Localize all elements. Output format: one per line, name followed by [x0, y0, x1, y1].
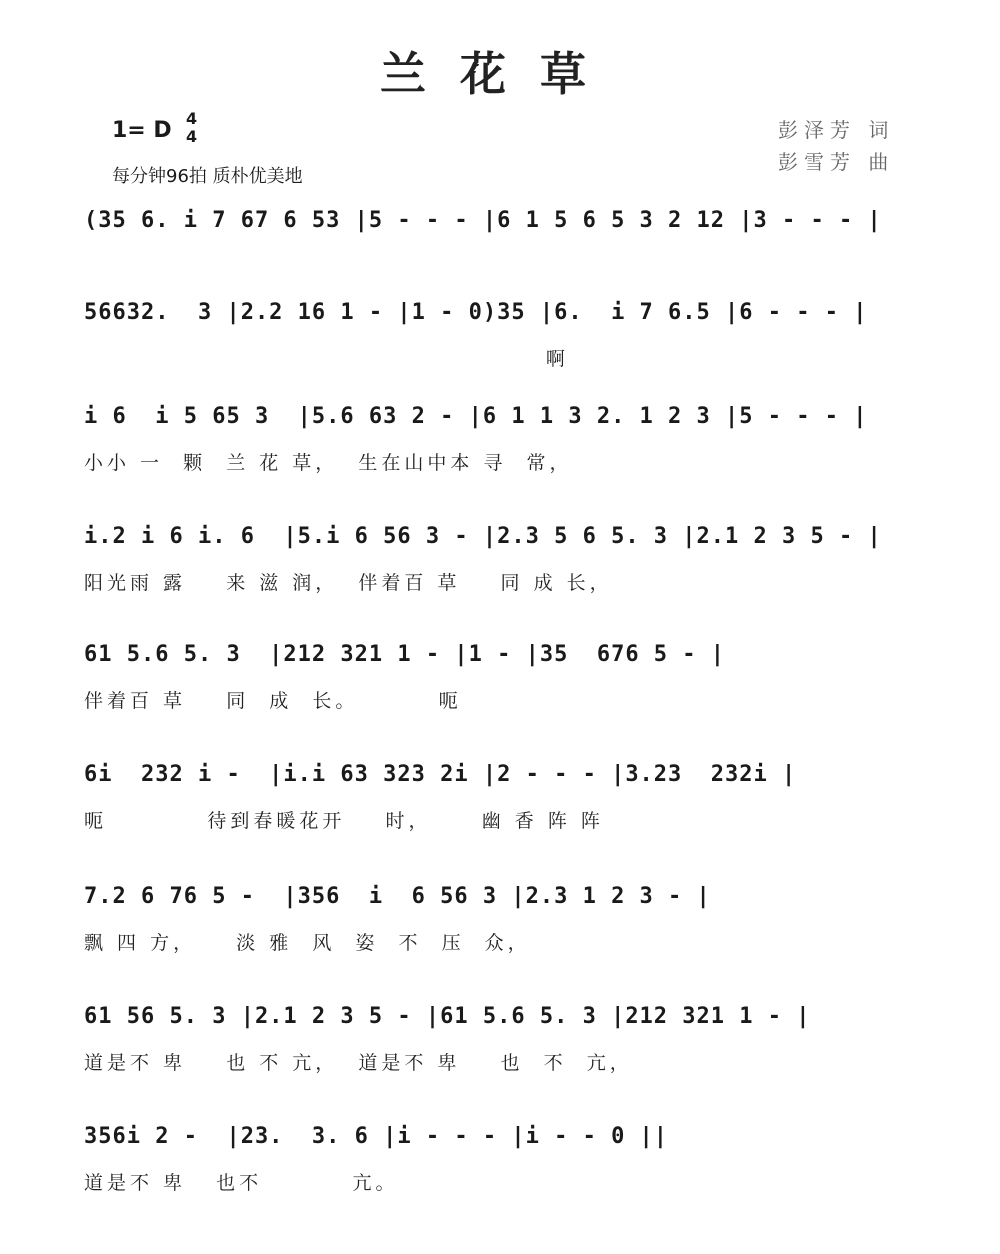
- time-bottom: 4: [186, 127, 198, 146]
- score-row-5: [0, 642, 1000, 752]
- score-row-6: [0, 762, 1000, 872]
- time-signature: [186, 110, 197, 146]
- lyrics: 呃 待到春暖花开 时， 幽 香 阵 阵: [84, 810, 604, 832]
- notation: 7.2 6 76 5 - |356 i 6 56 3 |2.3 1 2 3 - |: [84, 884, 711, 909]
- lyrics: 小小 一 颗 兰 花 草， 生在山中本 寻 常，: [84, 452, 573, 474]
- notation: 56632. 3 |2.2 16 1 - |1 - 0)35 |6. i 7 6.5 |6 - - - |: [84, 300, 868, 325]
- notation: 6i 232 i - |i.i 63 323 2i |2 - - - |3.23 232i |: [84, 762, 797, 787]
- composer-credit: 彭雪芳 曲: [778, 150, 895, 174]
- key-signature: [112, 109, 198, 146]
- lyrics: 啊: [84, 348, 569, 370]
- page-title: 兰花草: [380, 47, 620, 101]
- key-label: 1= D: [112, 118, 172, 143]
- lyrics: 阳光雨 露 来 滋 润， 伴着百 草 同 成 长，: [84, 572, 613, 594]
- notation: (35 6. i 7 67 6 53 |5 - - - |6 1 5 6 5 3 2 12 |3 - - - |: [84, 208, 882, 233]
- notation: i.2 i 6 i. 6 |5.i 6 56 3 - |2.3 5 6 5. 3 |2.1 2 3 5 - |: [84, 524, 882, 549]
- score-row-9: [0, 1124, 1000, 1234]
- lyrics: 道是不 卑 也不 亢。: [84, 1172, 399, 1194]
- time-top: 4: [186, 109, 198, 128]
- score-row-4: [0, 524, 1000, 634]
- score-row-8: [0, 1004, 1000, 1114]
- lyrics: 飘 四 方， 淡 雅 风 姿 不 压 众，: [84, 932, 531, 954]
- tempo-marking: 每分钟96拍 质朴优美地: [112, 166, 303, 187]
- lyricist-credit: 彭泽芳 词: [778, 118, 895, 142]
- score-row-7: [0, 884, 1000, 994]
- score-row-2: [0, 300, 1000, 410]
- lyrics: 伴着百 草 同 成 长。 呃: [84, 690, 462, 712]
- notation: 356i 2 - |23. 3. 6 |i - - - |i - - 0 ||: [84, 1124, 669, 1149]
- notation: 61 5.6 5. 3 |212 321 1 - |1 - |35 676 5 - |: [84, 642, 726, 667]
- notation: i 6 i 5 65 3 |5.6 63 2 - |6 1 1 3 2. 1 2 3 |5 - - - |: [84, 404, 868, 429]
- notation: 61 56 5. 3 |2.1 2 3 5 - |61 5.6 5. 3 |212 321 1 - |: [84, 1004, 811, 1029]
- lyrics: 道是不 卑 也 不 亢， 道是不 卑 也 不 亢，: [84, 1052, 633, 1074]
- score-row-3: [0, 404, 1000, 514]
